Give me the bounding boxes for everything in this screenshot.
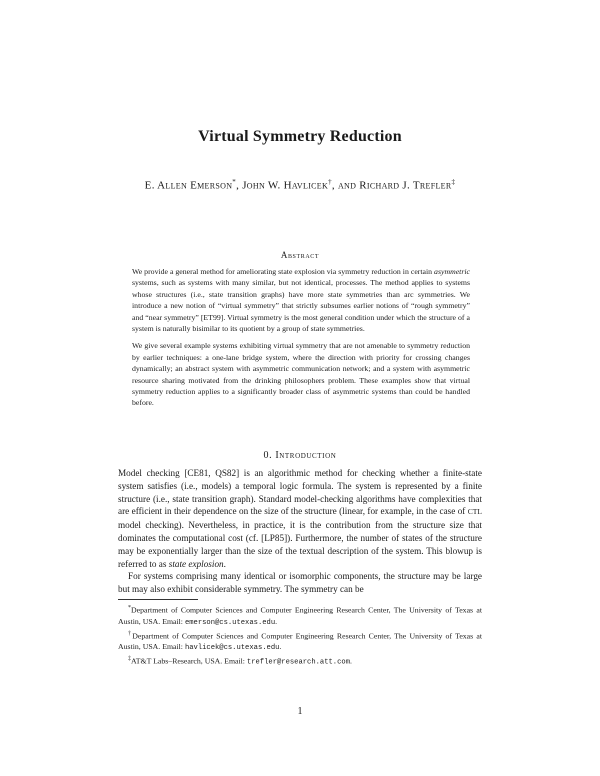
text-run: . xyxy=(223,558,226,569)
body-paragraph xyxy=(118,570,482,596)
text-run: systems, such as systems with many similar, but not identical, processes. The method applies to systems whose structures (i.e., state transition graphs) have more state symmetries than arc symmetries. We introduce a new notion of “virtual symmetry” that strictly subsumes earlier notions of “rough symmetry” and “near symmetry” [ET99]. Virtual symmetry is the most general condition under which the structure of a system is naturally bisimilar to its quotient by a group of state symmetries. xyxy=(132,278,470,334)
author-name: E. Allen Emerson xyxy=(144,179,233,192)
author-name: John W. Havlicek xyxy=(242,179,329,192)
text-run: We provide a general method for ameliorating state explosion via symmetry reduction in certain xyxy=(132,267,435,276)
author-separator: , and xyxy=(331,179,360,192)
email-text: havlicek@cs.utexas.edu xyxy=(184,644,280,653)
footnotes xyxy=(118,603,482,669)
footnote xyxy=(118,603,482,629)
text-run: AT&T Labs–Research, USA. Email: xyxy=(131,656,247,666)
text-run: We give several example systems exhibiting virtual symmetry that are not amenable to symmetry reduction by earlier techniques: a one-lane bridge system, where the direction with priority for crossing changes dynamically; an abstract system with asymmetric communication network; and a system with asymmetric resource sharing motivated from the drinking philosophers problem. These examples show that virtual symmetry reduction applies to a significantly broader class of asymmetric systems than could be handled before. xyxy=(132,341,470,408)
emphasis-text: asymmetric xyxy=(434,267,470,276)
author-name: Richard J. Trefler xyxy=(359,179,452,192)
author-footnote-mark: * xyxy=(232,178,237,186)
emphasis-text: state explosion xyxy=(168,558,224,569)
text-run: . xyxy=(275,616,278,626)
text-run: Department of Computer Sciences and Computer Engineering Research Center, The University of Texas at Austin, USA. Email: xyxy=(118,631,482,652)
author-line xyxy=(0,178,600,192)
abstract-heading: Abstract xyxy=(280,250,320,260)
abstract-paragraph xyxy=(132,266,470,334)
acronym-text: CTL xyxy=(467,507,482,517)
body-text xyxy=(118,467,482,596)
footnote-rule xyxy=(118,599,198,600)
text-run: Department of Computer Sciences and Computer Engineering Research Center, The University of Texas at Austin, USA. Email: xyxy=(118,605,482,626)
abstract-paragraph xyxy=(132,340,470,408)
abstract xyxy=(132,266,470,415)
paper-title: Virtual Symmetry Reduction xyxy=(198,128,402,145)
author-footnote-mark: † xyxy=(328,178,332,186)
text-run: model checking). Nevertheless, in practice, it is the contribution from the structure size that dominates the computational cost (cf. [LP85]). Furthermore, the number of states of the structure may be exponentially larger than the size of the textual description of the system. This blowup is referred to as xyxy=(118,520,482,569)
text-run: Model checking [CE81, QS82] is an algorithmic method for checking whether a finite-state system satisfies (i.e., models) a temporal logic formula. The system is represented by a finite structure (i.e., state transition graph). Standard model-checking algorithms have complexities that are efficient in their dependence on the size of the structure (linear, for example, in the case of xyxy=(118,468,482,517)
email-text: emerson@cs.utexas.edu xyxy=(184,618,276,627)
text-run: . xyxy=(350,656,352,666)
author-footnote-mark: ‡ xyxy=(451,178,456,186)
footnote-mark: † xyxy=(128,630,133,637)
footnote-mark: * xyxy=(128,605,131,611)
text-run: . xyxy=(279,642,282,652)
footnote xyxy=(118,629,482,655)
email-text: trefler@research.att.com xyxy=(246,658,350,667)
body-paragraph xyxy=(118,467,482,570)
author-separator: , xyxy=(236,179,243,192)
page-number: 1 xyxy=(297,706,303,717)
text-run: For systems comprising many identical or isomorphic components, the structure may be large but may also exhibit considerable symmetry. The symmetry can be xyxy=(118,571,482,595)
footnote xyxy=(118,654,482,669)
footnote-mark: ‡ xyxy=(128,656,131,663)
section-heading: 0. Introduction xyxy=(263,450,337,461)
